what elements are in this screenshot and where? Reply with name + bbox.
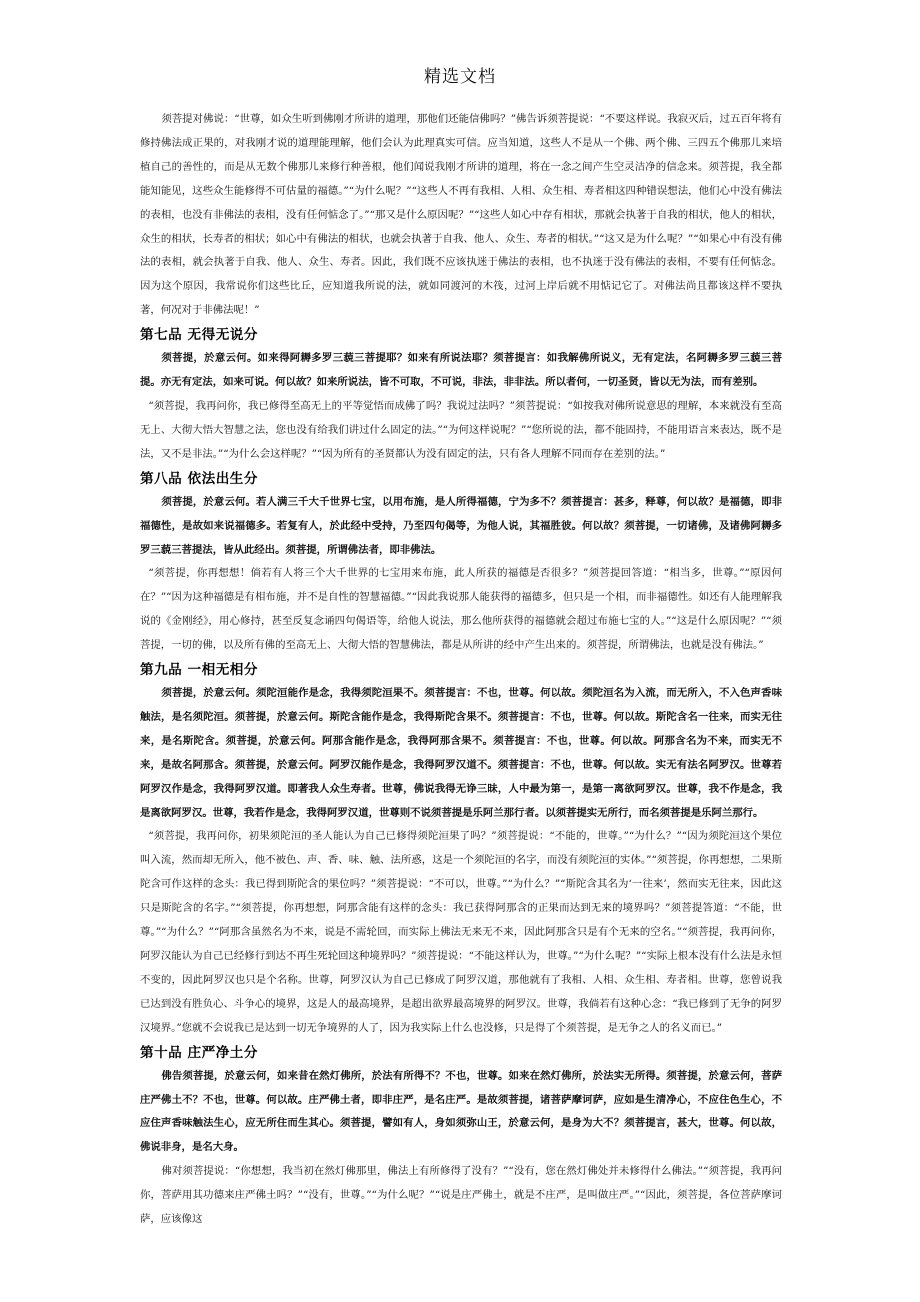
page-header: 精选文档 bbox=[424, 67, 496, 87]
section-heading: 第八品 依法出生分 bbox=[140, 470, 258, 487]
translation-paragraph: 佛对须菩提说：“你想想，我当初在然灯佛那里，佛法上有所修得了没有？”“没有，您在然灯佛处并未修得什么佛法。”“须菩提，我再问你，菩萨用其功德来庄严佛土吗？”“没有，世尊。”“为什么呢？”“说是庄严佛土，就是不庄严，是叫做庄严。”“因此，须菩提，各位菩萨摩诃萨，应该像这 bbox=[140, 1165, 782, 1226]
sutra-text-paragraph: 须菩提，於意云何。须陀洹能作是念，我得须陀洹果不。须菩提言：不也，世尊。何以故。须陀洹名为入流，而无所入，不入色声香味触法，是名须陀洹。须菩提，於意云何。斯陀含能作是念，我得斯陀含果不。须菩提言：不也，世尊。何以故。斯陀含名一往来，而实无往来，是名斯陀含。须菩提，於意云何。阿那含能作是念，我得阿那含果不。须菩提言：不也，世尊。何以故。阿那含名为不来，而实无不来，是故名阿那含。须菩提，於意云何。阿罗汉能作是念，我得阿罗汉道不。须菩提言：不也，世尊。何以故。实无有法名阿罗汉。世尊若阿罗汉作是念，我得阿罗汉道。即著我人众生寿者。世尊，佛说我得无诤三昧，人中最为第一，是第一离欲阿罗汉。世尊，我不作是念，我是离欲阿罗汉。世尊，我若作是念，我得阿罗汉道，世尊则不说须菩提是乐阿兰那行者。以须菩提实无所行，而名须菩提是乐阿兰那行。 bbox=[140, 687, 782, 819]
translation-paragraph: “须菩提，我再问你，我已修得至高无上的平等觉悟而成佛了吗？我说过法吗？”须菩提说：“如按我对佛所说意思的理解，本来就没有至高无上、大彻大悟大智慧之法，您也没有给我们讲过什么固定的法。”“为何这样说呢？”“您所说的法，都不能固持，不能用语言来表达，既不是法，又不是非法。”“为什么会这样呢？”“因为所有的圣贤都认为没有固定的法，只有各人理解不同而存在差别的法。” bbox=[140, 399, 782, 460]
sutra-text-paragraph: 须菩提，於意云何。若人满三千大千世界七宝，以用布施，是人所得福德，宁为多不？须菩提言：甚多，释尊，何以故？是福德，即非福德性，是故如来说福德多。若复有人，於此经中受持，乃至四句偈等，为他人说，其福胜彼。何以故？须菩提，一切诸佛，及诸佛阿耨多罗三藐三菩提法，皆从此经出。须菩提，所谓佛法者，即非佛法。 bbox=[140, 495, 782, 556]
document-body bbox=[140, 108, 782, 1232]
sutra-text-paragraph: 佛告须菩提，於意云何，如来昔在然灯佛所，於法有所得不？不也，世尊。如来在然灯佛所，於法实无所得。须菩提，於意云何，菩萨庄严佛土不？不也，世尊。何以故。庄严佛土者，即非庄严，是名庄严。是故须菩提，诸菩萨摩诃萨，应如是生清净心，不应住色生心，不应住声香味触法生心，应无所住而生其心。须菩提，譬如有人，身如须弥山王，於意云何，是身为大不？须菩提言，甚大，世尊。何以故，佛说非身，是名大身。 bbox=[140, 1069, 782, 1154]
translation-paragraph: 须菩提对佛说：“世尊，如众生听到佛刚才所讲的道理，那他们还能信佛吗？”佛告诉须菩提说：“不要这样说。我寂灭后，过五百年将有修持佛法成正果的，对我刚才说的道理能理解，他们会认为此理真实可信。应当知道，这些人不是从一个佛、两个佛、三四五个佛那儿来培植自己的善性的，而是从无数个佛那儿来修行种善根，他们闻说我刚才所讲的道理，将在一念之间产生空灵洁净的信念来。须菩提，我全都能知能见，这些众生能修得不可估量的福德。”“为什么呢？”“这些人不再有我相、人相、众生相、寿者相这四种错误想法，他们心中没有佛法的表相，也没有非佛法的表相，没有任何惦念了。”“那又是什么原因呢？”“这些人如心中存有相状，那就会执著于自我的相状，他人的相状，众生的相状，长寿者的相状；如心中有佛法的相状，也就会执著于自我、他人、众生、寿者的相状。”“这又是为什么呢？”“如果心中有没有佛法的表相，就会执著于自我、他人、众生、寿者。因此，我们既不应该执迷于佛法的表相，也不执迷于没有佛法的表相，不要有任何惦念。因为这个原因，我常说你们这些比丘，应知道我所说的法，就如同渡河的木筏，过河上岸后就不用惦记它了。对佛法尚且都该这样不要执著，何况对于非佛法呢！” bbox=[140, 113, 782, 317]
translation-paragraph: “须菩提，我再问你，初果须陀洹的圣人能认为自己已修得须陀洹果了吗？”须菩提说：“不能的，世尊。”“为什么？”“因为须陀洹这个果位叫入流，然而却无所入，他不被色、声、香、味、触、法所惑，这是一个须陀洹的名字，而没有须陀洹的实体。”“须菩提，你再想想，二果斯陀含可作这样的念头：我已得到斯陀含的果位吗？”须菩提说：“不可以，世尊。”“为什么？”“斯陀含其名为‘一往来’，然而实无往来，因此这只是斯陀含的名字。”“须菩提，你再想想，阿那含能有这样的念头：我已获得阿那含的正果而达到无来的境界吗？”须菩提答道：“不能，世尊。”“为什么？”“阿那含虽然名为不来，说是不需轮回，而实际上佛法无来无不来，因此阿那含只是有个无来的空名。”“须菩提，我再问你，阿罗汉能认为自己已经修行到达不再生死轮回这种境界吗？”须菩提说：“不能这样认为，世尊。”“为什么呢？”“实际上根本没有什么法是永恒不变的，因此阿罗汉也只是个名称。世尊，阿罗汉认为自己已修成了阿罗汉道，那他就有了我相、人相、众生相、寿者相。世尊，您曾说我已达到没有胜负心、斗争心的境界，这是人的最高境界，是超出欲界最高境界的阿罗汉。世尊，我倘若有这种心念：“我已修到了无争的阿罗汉境界。”您就不会说我已是达到一切无争境界的人了，因为我实际上什么也没修，只是得了个须菩提，是无争之人的名义而已。” bbox=[140, 830, 782, 1034]
sutra-text-paragraph: 须菩提，於意云何。如来得阿耨多罗三藐三菩提耶？如来有所说法耶？须菩提言：如我解佛所说义，无有定法，名阿耨多罗三藐三菩提。亦无有定法，如来可说。何以故？如来所说法，皆不可取，不可说，非法，非非法。所以者何，一切圣贤，皆以无为法，而有差别。 bbox=[140, 352, 782, 389]
section-heading: 第七品 无得无说分 bbox=[140, 327, 258, 344]
translation-paragraph: “须菩提，你再想想！倘若有人将三个大千世界的七宝用来布施，此人所获的福德是否很多？”须菩提回答道：“相当多，世尊。”“原因何在？”“因为这种福德是有相布施，并不是自性的智慧福德。”“因此我说那人能获得的福德多，但只是一个相，而非福德性。如还有人能理解我说的《金刚经》，用心修持，甚至反复念诵四句偈语等，给他人说法，那么他所获得的福德就会超过布施七宝的人。”“这是什么原因呢？”“须菩提，一切的佛，以及所有佛的至高无上、大彻大悟的智慧佛法，都是从所讲的经中产生出来的。须菩提，所谓佛法，也就是没有佛法。” bbox=[140, 567, 782, 652]
section-heading: 第九品 一相无相分 bbox=[140, 662, 258, 679]
section-heading: 第十品 庄严净土分 bbox=[140, 1044, 258, 1061]
